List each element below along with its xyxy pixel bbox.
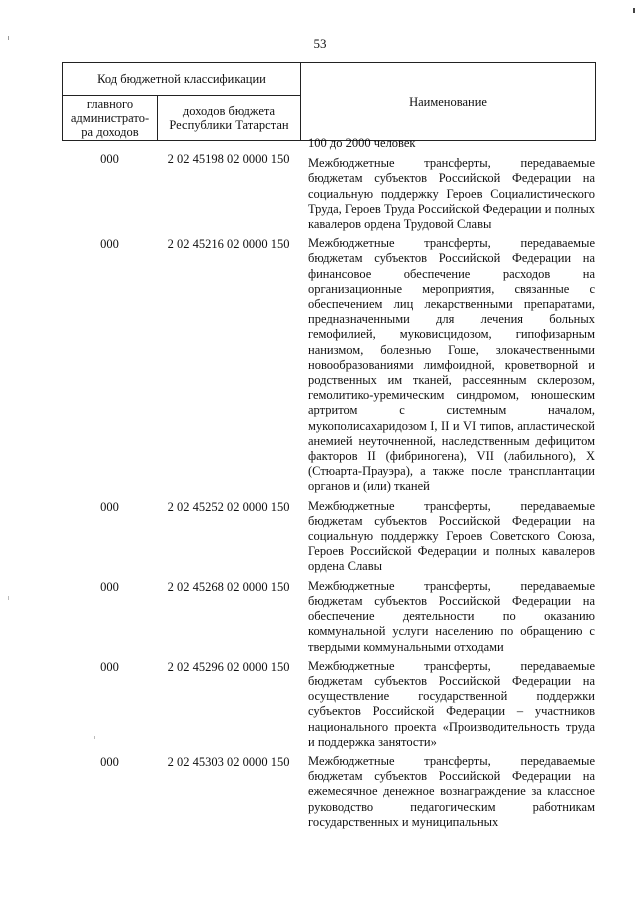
table-row (62, 579, 595, 655)
admin-code: 000 (100, 152, 119, 167)
income-code: 2 02 45198 02 0000 150 (167, 152, 290, 167)
row-name: Межбюджетные трансферты, передаваемые бюджетам субъектов Российской Федерации на осуществление государственной поддержки субъектов Российской Федерации – участников национального проекта «Производительность труда и поддержка занятости» (308, 658, 595, 749)
table-header (62, 62, 596, 141)
table-row (62, 659, 595, 750)
page-number: 53 (313, 36, 327, 51)
scan-mark (8, 596, 9, 600)
admin-code: 000 (100, 237, 119, 252)
table-row (62, 499, 595, 575)
income-code: 2 02 45252 02 0000 150 (167, 499, 290, 514)
table-row (62, 754, 595, 830)
admin-code: 000 (100, 754, 119, 769)
admin-code: 000 (100, 659, 119, 674)
row-name: Межбюджетные трансферты, передаваемые бюджетам субъектов Российской Федерации на обеспечение деятельности по оказанию коммунальной услуги населению по обращению с твердыми коммунальными отходами (308, 578, 595, 654)
table-row (62, 236, 595, 494)
header-name: Наименование (301, 63, 596, 141)
admin-code: 000 (100, 579, 119, 594)
row-name: Межбюджетные трансферты, передаваемые бюджетам субъектов Российской Федерации на финансовое обеспечение расходов на организационные мероприятия, связанные с обеспечением лиц лекарственными препаратами, предназначенными для лечения больных гемофилией, муковисцидозом, гипофизарным нанизмом, болезнью Гоше, злокачественными новообразованиями лимфоидной, кроветворной и родственных им тканей, рассеянным склерозом, гемолитико-уремическим синдромом, юношеским артритом с системным началом, мукополисахаридозом I, II и VI типов, апластической анемией неуточненной, наследственным дефицитом факторов II (фибриногена), VII (лабильного), X (Стюарта-Прауэра), а также после трансплантации органов и (или) тканей (308, 236, 595, 494)
row-name: Межбюджетные трансферты, передаваемые бюджетам субъектов Российской Федерации на социальную поддержку Героев Советского Союза, Героев Российской Федерации и полных кавалеров ордена Славы (308, 498, 595, 574)
income-code: 2 02 45268 02 0000 150 (167, 579, 290, 594)
table-body (62, 136, 595, 830)
header-income: доходов бюджета Республики Татарстан (158, 96, 301, 141)
header-admin: главного администрато-ра доходов (63, 96, 158, 141)
carry-over-text: 100 до 2000 человек (308, 136, 416, 150)
row-name: Межбюджетные трансферты, передаваемые бюджетам субъектов Российской Федерации на ежемесячное денежное вознаграждение за классное руководство педагогическим работникам государственных и муниципальных (308, 753, 595, 829)
scan-mark (8, 36, 9, 40)
income-code: 2 02 45303 02 0000 150 (167, 754, 290, 769)
scan-mark (633, 8, 635, 13)
income-code: 2 02 45216 02 0000 150 (167, 237, 290, 252)
income-code: 2 02 45296 02 0000 150 (167, 659, 290, 674)
row-name: Межбюджетные трансферты, передаваемые бюджетам субъектов Российской Федерации на социальную поддержку Героев Социалистического Труда, Героев Труда Российской Федерации и полных кавалеров ордена Трудовой Славы (308, 156, 595, 232)
table-row (62, 151, 595, 232)
carry-over-row (62, 136, 595, 151)
admin-code: 000 (100, 499, 119, 514)
header-group-code: Код бюджетной классификации (63, 63, 301, 96)
